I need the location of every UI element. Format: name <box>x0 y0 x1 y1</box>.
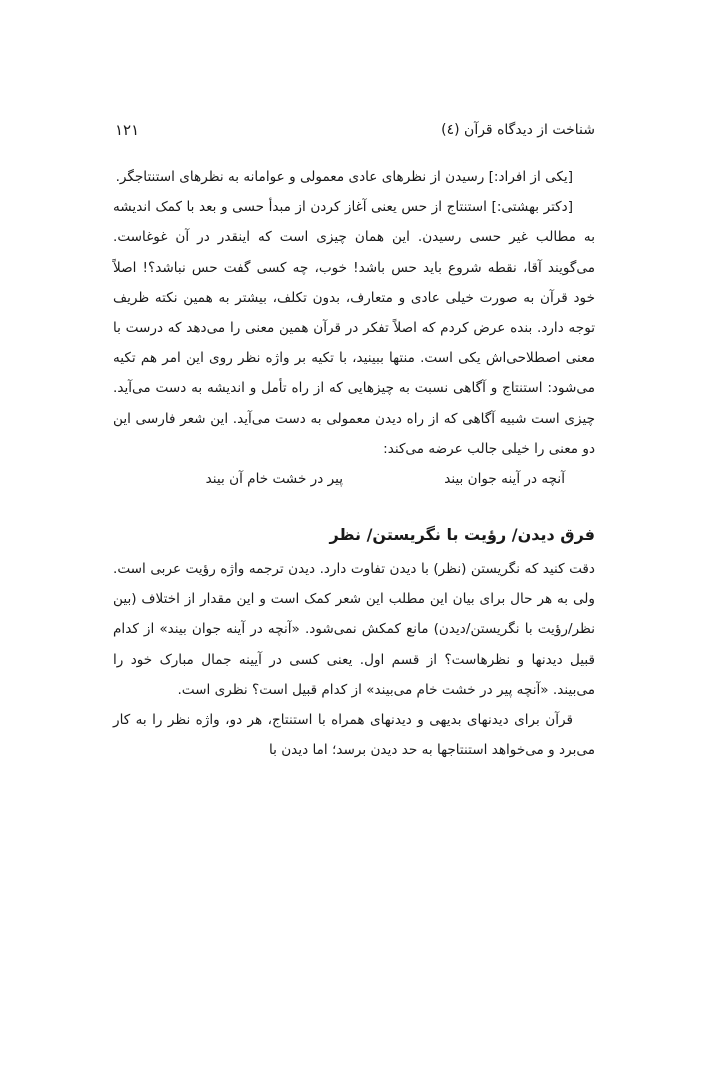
section-heading: فرق دیدن/ رؤیت با نگریستن/ نظر <box>329 525 595 545</box>
verse-hemistich-1: آنچه در آینه جوان بیند <box>444 471 565 488</box>
paragraph-3: دقت کنید که نگریستن (نظر) با دیدن تفاوت دارد. دیدن ترجمه واژه رؤیت عربی است. ولی به هر حال برای بیان این مطلب این شعر کمک است و این مقدار از اختلاف (بین نظر/رؤیت با نگریستن/دیدن) مانع کمکش نمی‌شود. «آنچه در آینه جوان بیند» از کدام قبیل دیدنها و نظرهاست؟ از قسم اول. یعنی کسی در آیینه جمال مبارک خود را می‌بیند. «آنچه پیر در خشت خام می‌بیند» از کدام قبیل است؟ نظری است. <box>113 561 595 698</box>
poem-verse <box>113 464 595 494</box>
running-header <box>115 118 595 142</box>
paragraph-2: [دکتر بهشتی:] استنتاج از حس یعنی آغاز کردن از مبدأ حسی و بعد با کمک اندیشه به مطالب غیر حسی رسیدن. این همان چیزی است که اینقدر در آن غوغاست. می‌گویند آقا، نقطه شروع باید حس باشد! خوب، چه کسی گفت حس نباشد؟! اصلاً خود قرآن به صورت خیلی عادی و متعارف، بدون تکلف، بیشتر به همین نکته ظریف توجه دارد. بنده عرض کردم که اصلاً تفکر در قرآن همین معنی را می‌دهد که درست با معنی اصطلاحی‌اش یکی است. منتها ببینید، با تکیه بر واژه نظر روی این امر هم تکیه می‌شود: استنتاج و آگاهی نسبت به چیزهایی که از راه تأمل و اندیشه به دست می‌آید. چیزی است شبیه آگاهی که از راه دیدن معمولی به دست می‌آید. این شعر فارسی این دو معنی را خیلی جالب عرضه می‌کند: <box>113 199 595 457</box>
verse-hemistich-2: پیر در خشت خام آن بیند <box>205 471 343 488</box>
paragraph-1: [یکی از افراد:] رسیدن از نظرهای عادی معمولی و عوامانه به نظرهای استنتاجگر. <box>115 169 573 185</box>
running-title: شناخت از دیدگاه قرآن (٤) <box>441 122 595 138</box>
page-number: ١٢١ <box>115 121 140 139</box>
paragraph-4: قرآن برای دیدنهای بدیهی و دیدنهای همراه با استنتاج، هر دو، واژه نظر را به کار می‌برد و می‌خواهد استنتاجها به حد دیدن برسد؛ اما دیدن با <box>113 712 595 759</box>
body-text <box>113 162 595 765</box>
